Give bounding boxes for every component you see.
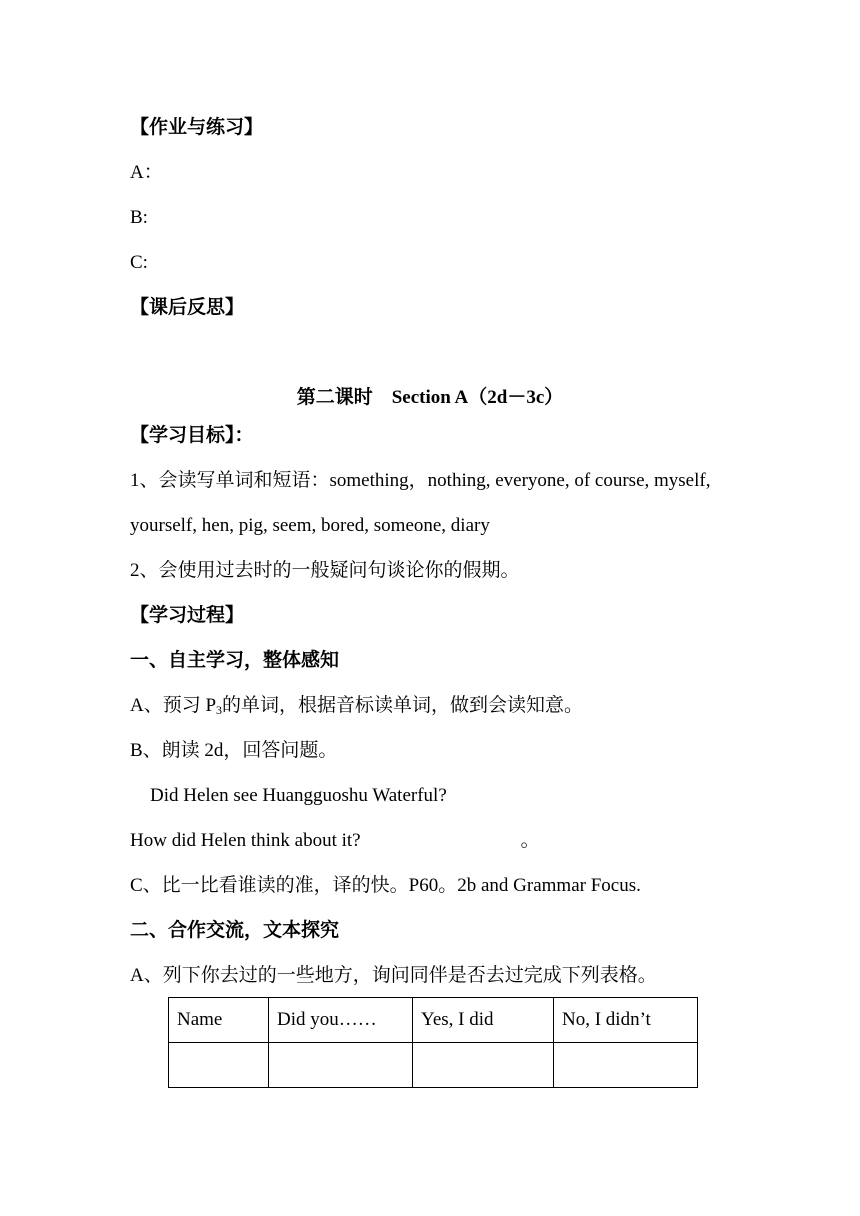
goal-1-line-2: yourself, hen, pig, seem, bored, someone, diary (130, 515, 490, 536)
question-2: How did Helen think about it? (130, 830, 361, 851)
question-2-end: 。 (520, 830, 540, 851)
preview-line-pre: A、预习 P (130, 695, 217, 716)
header-name: Name (169, 998, 269, 1043)
table-cell-blank (554, 1043, 698, 1088)
table-cell-blank (269, 1043, 413, 1088)
table-cell-blank (413, 1043, 554, 1088)
header-no: No, I didn’t (554, 998, 698, 1043)
lesson-title: 第二课时 Section A（2d－3c） (296, 387, 564, 408)
preview-line-post: 的单词，根据音标读单词，做到会读知意。 (222, 695, 584, 716)
goal-1-line-1: 1、会读写单词和短语：something，nothing, everyone, of course, myself, (130, 470, 711, 491)
process-heading: 【学习过程】 (130, 605, 245, 626)
table-cell-blank (169, 1043, 269, 1088)
read-2d-line: B、朗读 2d，回答问题。 (130, 740, 338, 761)
section-2-heading: 二、合作交流，文本探究 (130, 920, 340, 941)
header-did-you: Did you…… (269, 998, 413, 1043)
survey-table (168, 997, 698, 1088)
homework-item-c: C: (130, 252, 148, 273)
homework-item-b: B: (130, 207, 148, 228)
preview-line-sub: 3 (216, 703, 223, 717)
goal-2: 2、会使用过去时的一般疑问句谈论你的假期。 (130, 560, 520, 581)
goals-heading: 【学习目标】： (130, 425, 254, 446)
table-row (169, 1043, 698, 1088)
table-header-row (169, 998, 698, 1043)
reflection-heading: 【课后反思】 (130, 297, 245, 318)
preview-line (130, 695, 583, 717)
table-intro: A、列下你去过的一些地方，询问同伴是否去过完成下列表格。 (130, 965, 657, 986)
question-1: Did Helen see Huangguoshu Waterful? (150, 785, 447, 806)
homework-item-a: A： (130, 162, 163, 183)
compete-line: C、比一比看谁读的准，译的快。P60。2b and Grammar Focus. (130, 875, 641, 896)
section-1-heading: 一、自主学习，整体感知 (130, 650, 340, 671)
homework-heading: 【作业与练习】 (130, 117, 264, 138)
header-yes: Yes, I did (413, 998, 554, 1043)
question-2-line (130, 830, 540, 852)
